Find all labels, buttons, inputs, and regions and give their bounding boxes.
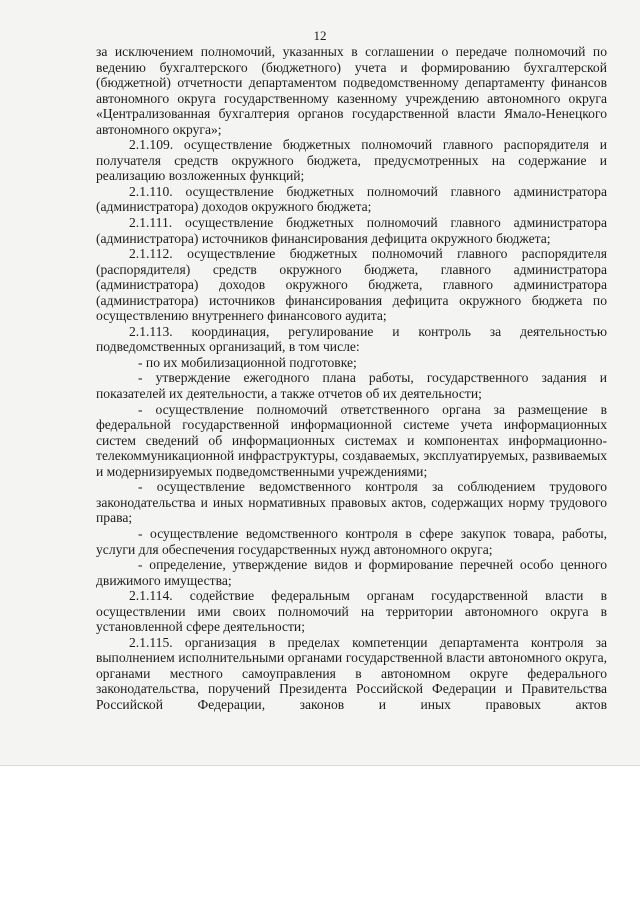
paragraph-continuation: за исключением полномочий, указанных в соглашении о передаче полномочий по ведению бухгалтерского (бюджетного) учета и формированию бухгалтерской (бюджетной) отчетности департаментом подведомственному департаменту финансов автономного округа государственному казенному учреждению автономного округа «Централизованная бухгалтерия органов государственной власти Ямало-Ненецкого автономного округа»; xyxy=(96,44,607,137)
list-item-information-systems: - осуществление полномочий ответственного органа за размещение в федеральной государственной информационной системе учета информационных систем сведений об информационных системах и компонентах информационно-телекоммуникационной инфраструктуры, создаваемых, эксплуатируемых, развиваемых и модернизируемых подведомственными учреждениями; xyxy=(96,401,607,479)
list-item-property-lists: - определение, утверждение видов и формирование перечней особо ценного движимого имущества; xyxy=(96,557,607,588)
paragraph-2-1-113: 2.1.113. координация, регулирование и контроль за деятельностью подведомственных организаций, в том числе: xyxy=(96,323,607,355)
paragraph-2-1-112: 2.1.112. осуществление бюджетных полномочий главного распорядителя (распорядителя) средств окружного бюджета, главного администратора (администратора) доходов окружного бюджета, главного администратора (администратора) источников финансирования дефицита окружного бюджета по осуществлению внутреннего финансового аудита; xyxy=(96,246,607,324)
paragraph-2-1-110: 2.1.110. осуществление бюджетных полномочий главного администратора (администратора) доходов окружного бюджета; xyxy=(96,183,607,215)
paragraph-2-1-109: 2.1.109. осуществление бюджетных полномочий главного распорядителя и получателя средств окружного бюджета, предусмотренных на содержание и реализацию возложенных функций; xyxy=(96,137,607,184)
paragraph-2-1-115: 2.1.115. организация в пределах компетенции департамента контроля за выполнением исполнительными органами государственной власти автономного округа, органами местного самоуправления в автономном округе федерального законодательства, поручений Президента Российской Федерации и Правительства Российской Федерации, законов и иных правовых актов xyxy=(96,634,607,712)
list-item-procurement-control: - осуществление ведомственного контроля в сфере закупок товара, работы, услуги для обеспечения государственных нужд автономного округа; xyxy=(96,525,607,557)
list-item-labor-control: - осуществление ведомственного контроля за соблюдением трудового законодательства и иных нормативных правовых актов, содержащих норму трудового права; xyxy=(96,479,607,526)
list-item-mobilization: - по их мобилизационной подготовке; xyxy=(138,354,357,370)
page-number: 12 xyxy=(313,28,327,43)
document-body xyxy=(96,44,607,713)
paragraph-2-1-114: 2.1.114. содействие федеральным органам государственной власти в осуществлении ими своих полномочий на территории автономного округа в установленной сфере деятельности; xyxy=(96,588,607,635)
list-item-annual-plan: - утверждение ежегодного плана работы, государственного задания и показателей их деятельности, а также отчетов об их деятельности; xyxy=(96,370,607,402)
blank-area xyxy=(0,766,640,905)
paragraph-2-1-111: 2.1.111. осуществление бюджетных полномочий главного администратора (администратора) источников финансирования дефицита окружного бюджета; xyxy=(96,215,607,246)
